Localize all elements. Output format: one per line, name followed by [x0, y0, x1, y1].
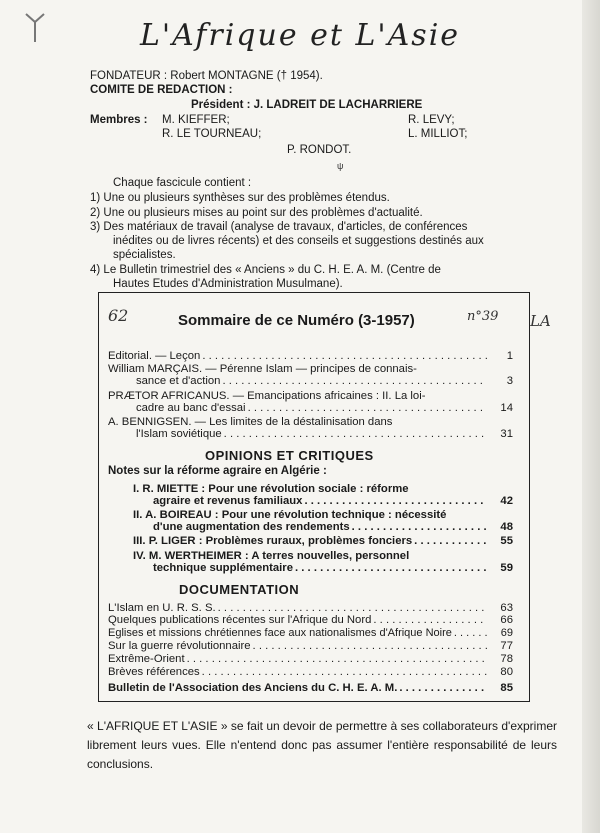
member-kieffer: M. KIEFFER; [162, 114, 230, 126]
fascicule-item: 1) Une ou plusieurs synthèses sur des problèmes étendus. [90, 192, 390, 204]
toc-entry: Sur la guerre révolutionnaire . . . 77 [108, 640, 513, 652]
president-line: Président : J. LADREIT DE LACHARRIERE [191, 99, 423, 111]
fascicule-item: 3) Des matériaux de travail (analyse de travaux, d'articles, de conférences [90, 221, 468, 233]
member-rondot: P. RONDOT. [287, 144, 352, 156]
member-milliot: L. MILLIOT; [408, 128, 468, 140]
handwritten-issue: n°39 [467, 309, 499, 324]
toc-entry: William MARÇAIS. — Pérenne Islam — principes de connais- sance et d'action . . . 3 [108, 363, 513, 387]
handwritten-number: 62 [108, 306, 129, 325]
masthead-title: L'Afrique et L'Asie [139, 18, 461, 53]
member-letourneau: R. LE TOURNEAU; [162, 128, 262, 140]
documentation-heading: DOCUMENTATION [179, 582, 300, 597]
toc-entry: Extrême-Orient . . . 78 [108, 653, 513, 665]
handwritten-initials: LA [530, 312, 551, 330]
fascicule-item: inédites ou de livres récents) et des conseils et suggestions destinés aux [113, 235, 484, 247]
sommaire-heading: Sommaire de ce Numéro (3-1957) [178, 312, 415, 329]
fascicule-item: 4) Le Bulletin trimestriel des « Anciens » du C. H. E. A. M. (Centre de [90, 264, 441, 276]
toc-entry: A. BENNIGSEN. — Les limites de la déstalinisation dans l'Islam soviétique . . . 31 [108, 416, 513, 440]
fondateur-line: FONDATEUR : Robert MONTAGNE († 1954). [90, 70, 323, 82]
comite-heading: COMITE DE REDACTION : [90, 84, 233, 96]
toc-entry: Quelques publications récentes sur l'Afrique du Nord . . . 66 [108, 614, 513, 626]
toc-entry: I. R. MIETTE : Pour une révolution sociale : réforme agraire et revenus familiaux . . . 42 [133, 483, 513, 507]
opinions-heading: OPINIONS ET CRITIQUES [205, 448, 374, 463]
toc-entry: Bulletin de l'Association des Anciens du C. H. E. A. M. . . . 85 [108, 682, 513, 694]
toc-entry: Brèves références . . . 80 [108, 666, 513, 678]
page-edge [582, 0, 600, 833]
toc-entry: III. P. LIGER : Problèmes ruraux, problèmes fonciers . . . 55 [133, 535, 513, 547]
toc-entry: L'Islam en U. R. S. S. . . . 63 [108, 602, 513, 614]
toc-entry: PRÆTOR AFRICANUS. — Emancipations africaines : II. La loi- cadre au banc d'essai . . . 14 [108, 390, 513, 414]
ornament-icon: ψ [337, 161, 344, 171]
fascicule-item: spécialistes. [113, 249, 176, 261]
toc-entry: IV. M. WERTHEIMER : A terres nouvelles, personnel technique supplémentaire . . . 59 [133, 550, 513, 574]
footer-note: « L'AFRIQUE ET L'ASIE » se fait un devoir de permettre à ses collaborateurs d'exprimer librement leurs vues. Elle n'entend donc pas assumer l'entière responsabilité de leurs conclusions. [87, 719, 557, 771]
fascicule-item: 2) Une ou plusieurs mises au point sur des problèmes d'actualité. [90, 207, 423, 219]
notes-heading: Notes sur la réforme agraire en Algérie : [108, 465, 327, 477]
membres-label: Membres : [90, 114, 148, 126]
member-levy: R. LEVY; [408, 114, 455, 126]
toc-entry: Eglises et missions chrétiennes face aux nationalismes d'Afrique Noire . . . 69 [108, 627, 513, 639]
toc-entry: II. A. BOIREAU : Pour une révolution technique : nécessité d'une augmentation des rendements . . . 48 [133, 509, 513, 533]
toc-entry: Editorial. — Leçon . . . 1 [108, 350, 513, 362]
fascicule-heading: Chaque fascicule contient : [113, 177, 252, 189]
fascicule-item: Hautes Etudes d'Administration Musulmane). [113, 278, 343, 290]
